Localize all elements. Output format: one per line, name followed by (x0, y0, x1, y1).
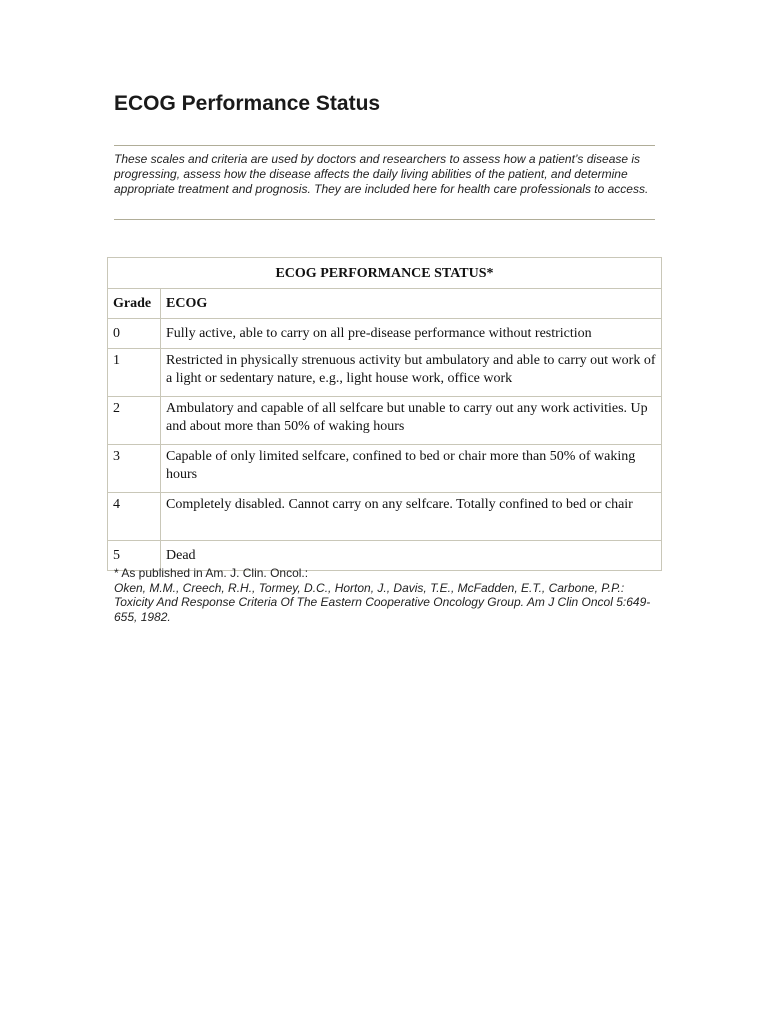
table-row (108, 349, 662, 397)
description-cell: Completely disabled. Cannot carry on any selfcare. Totally confined to bed or chair (161, 493, 662, 541)
table-row (108, 397, 662, 445)
table-header-row (108, 289, 662, 319)
top-divider (114, 145, 655, 146)
grade-cell: 0 (108, 319, 161, 349)
ecog-table (107, 257, 662, 571)
column-header-ecog: ECOG (161, 289, 662, 319)
description-cell: Dead (161, 541, 662, 571)
intro-paragraph: These scales and criteria are used by doctors and researchers to assess how a patient’s disease is progressing, assess how the disease affects the daily living abilities of the patient, and determine appropriate treatment and prognosis. They are included here for health care professionals to access. (114, 152, 649, 196)
page-title: ECOG Performance Status (114, 92, 381, 115)
table-caption: ECOG PERFORMANCE STATUS* (108, 258, 662, 289)
grade-cell: 3 (108, 445, 161, 493)
table-row (108, 319, 662, 349)
column-header-grade: Grade (108, 289, 161, 319)
footnote-citation: Oken, M.M., Creech, R.H., Tormey, D.C., Horton, J., Davis, T.E., McFadden, E.T., Carbone, P.P.: Toxicity And Response Criteria Of The Eastern Cooperative Oncology Group. Am J Clin Oncol 5:649-655, 1982. (114, 580, 651, 624)
footnote-marker-line: * As published in Am. J. Clin. Oncol.: (114, 566, 309, 580)
table-row (108, 493, 662, 541)
table-row (108, 445, 662, 493)
description-cell: Ambulatory and capable of all selfcare but unable to carry out any work activities. Up and about more than 50% of waking hours (161, 397, 662, 445)
bottom-divider (114, 219, 655, 220)
footnote (114, 566, 659, 624)
description-cell: Capable of only limited selfcare, confined to bed or chair more than 50% of waking hours (161, 445, 662, 493)
grade-cell: 4 (108, 493, 161, 541)
grade-cell: 5 (108, 541, 161, 571)
description-cell: Restricted in physically strenuous activity but ambulatory and able to carry out work of a light or sedentary nature, e.g., light house work, office work (161, 349, 662, 397)
description-cell: Fully active, able to carry on all pre-disease performance without restriction (161, 319, 662, 349)
grade-cell: 1 (108, 349, 161, 397)
grade-cell: 2 (108, 397, 161, 445)
table-caption-row (108, 258, 662, 289)
